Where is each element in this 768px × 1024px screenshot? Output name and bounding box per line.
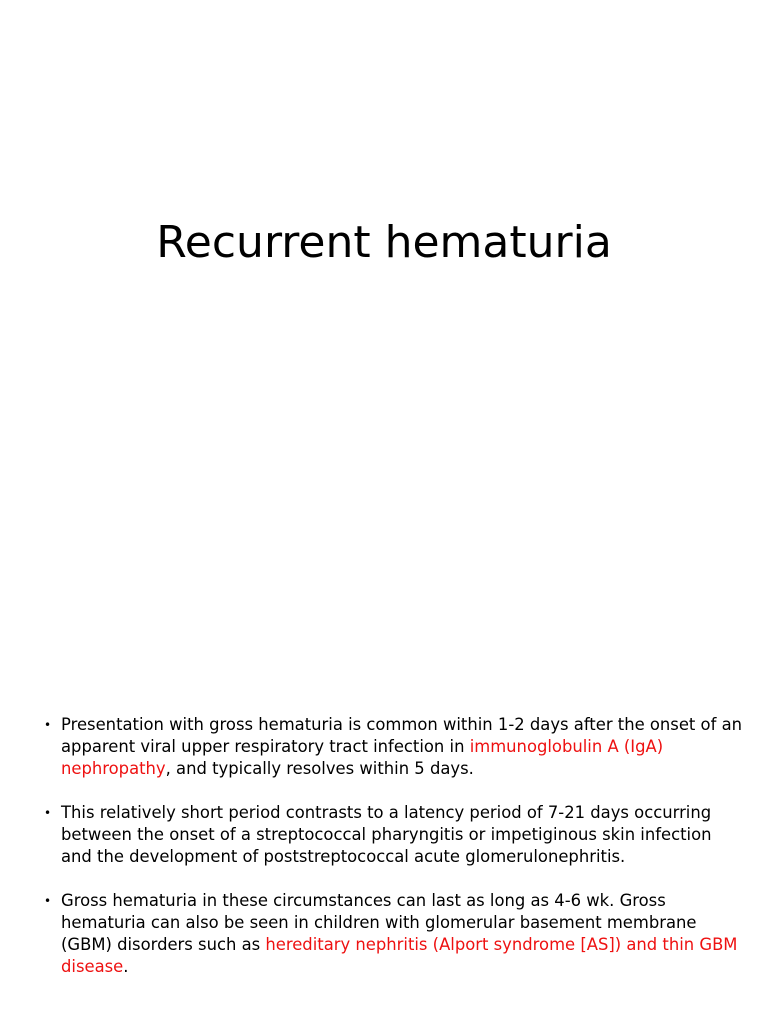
- bullet-item-iga: [44, 714, 744, 780]
- bullet-dot-icon: •: [44, 718, 52, 732]
- bullet-item-latency: [44, 802, 744, 868]
- bullet-text: This relatively short period contrasts to a latency period of 7-21 days occurring between the onset of a streptococcal pharyngitis or impetiginous skin infection and the development of poststreptococcal acute glomerulonephritis.: [61, 803, 712, 866]
- bullet-text-end: .: [123, 957, 129, 976]
- slide-title: Recurrent hematuria: [156, 217, 612, 268]
- bullet-text-end: , and typically resolves within 5 days.: [165, 759, 474, 778]
- bullet-text: Presentation with gross hematuria is common within 1-2 days after the onset of an apparent viral upper respiratory tract infection in: [61, 715, 742, 756]
- bullet-list: [44, 714, 744, 1000]
- bullet-text: Gross hematuria in these circumstances can last as long as 4-6 wk. Gross hematuria can also be seen in children with glomerular basement membrane (GBM) disorders such as: [61, 891, 697, 954]
- bullet-dot-icon: •: [44, 806, 52, 820]
- bullet-item-gbm: [44, 890, 744, 978]
- highlighted-term: immunoglobulin A (IgA) nephropathy: [61, 737, 664, 778]
- bullet-dot-icon: •: [44, 894, 52, 908]
- highlighted-term: hereditary nephritis (Alport syndrome [AS]) and thin GBM disease: [61, 935, 738, 976]
